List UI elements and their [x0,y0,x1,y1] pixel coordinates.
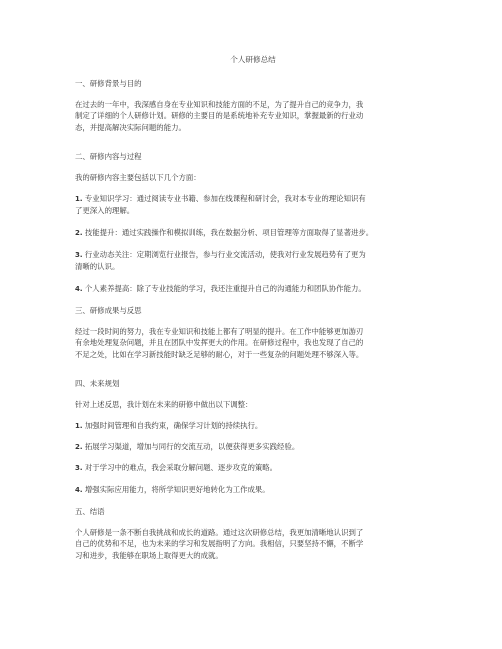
list-text: 技能提升：通过实践操作和模拟训练，我在数据分析、项目管理等方面取得了显著进步。 [84,228,374,237]
text-line: 自己的优势和不足，也为未来的学习和发展指明了方向。我相信，只要坚持不懈，不断学 [75,539,364,549]
section-heading-background: 一、研修背景与目的 [75,79,142,88]
document-title: 个人研修总结 [230,55,276,64]
list-item [75,283,431,295]
list-number: 1. [75,195,83,203]
section-intro: 针对上述反思，我计划在未来的研修中做出以下调整： [75,400,253,409]
list-item [75,227,431,239]
list-number: 4. [75,285,83,293]
list-number: 3. [75,251,83,259]
list-item [75,249,431,272]
list-item [75,193,431,216]
text-line: 在过去的一年中，我深感自身在专业知识和技能方面的不足，为了提升自己的竞争力，我 [75,100,364,109]
list-number: 3. [75,464,83,472]
list-text: 行业动态关注：定期浏览行业报告，参与行业交流活动，使我对行业发展趋势有了更为 [84,250,366,259]
section-paragraph-results [75,326,431,360]
section-heading-future: 四、未来规划 [75,379,120,388]
text-line: 有余地处理复杂问题，并且在团队中发挥更大的作用。在研修过程中，我也发现了自己的 [75,338,364,348]
list-text: 专业知识学习：通过阅读专业书籍、参加在线课程和研讨会，我对本专业的理论知识有 [84,194,366,203]
text-line: 个人研修是一条不断自我挑战和成长的道路。通过这次研修总结，我更加清晰地认识到了 [75,528,364,537]
list-item [75,484,431,496]
text-line: 态，并提高解决实际问题的能力。 [75,122,186,132]
section-heading-results: 三、研修成果与反思 [75,306,142,315]
list-number: 4. [75,486,83,494]
section-paragraph-background [75,99,431,133]
text-line: 不足之处，比如在学习新技能时缺乏足够的耐心，对于一些复杂的问题处理不够深入等。 [75,349,364,359]
section-heading-conclusion: 五、结语 [75,507,105,516]
text-line: 制定了详细的个人研修计划。研修的主要目的是系统地补充专业知识，掌握最新的行业动 [75,111,364,121]
list-item [75,462,431,474]
section-heading-content: 二、研修内容与过程 [75,152,142,161]
list-text: 清晰的认识。 [75,261,120,271]
text-line: 经过一段时间的努力，我在专业知识和技能上都有了明显的提升。在工作中能够更加游刃 [75,327,364,336]
section-intro: 我的研修内容主要包括以下几个方面： [75,173,201,182]
section-paragraph-conclusion [75,527,431,561]
list-text: 拓展学习渠道，增加与同行的交流互动，以便获得更多实践经验。 [84,442,300,451]
list-item [75,441,431,453]
list-number: 1. [75,422,83,430]
list-text: 增强实际应用能力，将所学知识更好地转化为工作成果。 [84,485,270,494]
list-item [75,420,431,432]
list-text: 对于学习中的难点，我会采取分解问题、逐步攻克的策略。 [84,463,278,472]
list-number: 2. [75,229,83,237]
list-text: 加强时间管理和自我约束，确保学习计划的持续执行。 [84,421,263,430]
list-text: 个人素养提高：除了专业技能的学习，我还注重提升自己的沟通能力和团队协作能力。 [84,284,366,293]
list-text: 了更深入的理解。 [75,205,135,215]
text-line: 习和进步，我能够在职场上取得更大的成就。 [75,550,223,560]
list-number: 2. [75,443,83,451]
